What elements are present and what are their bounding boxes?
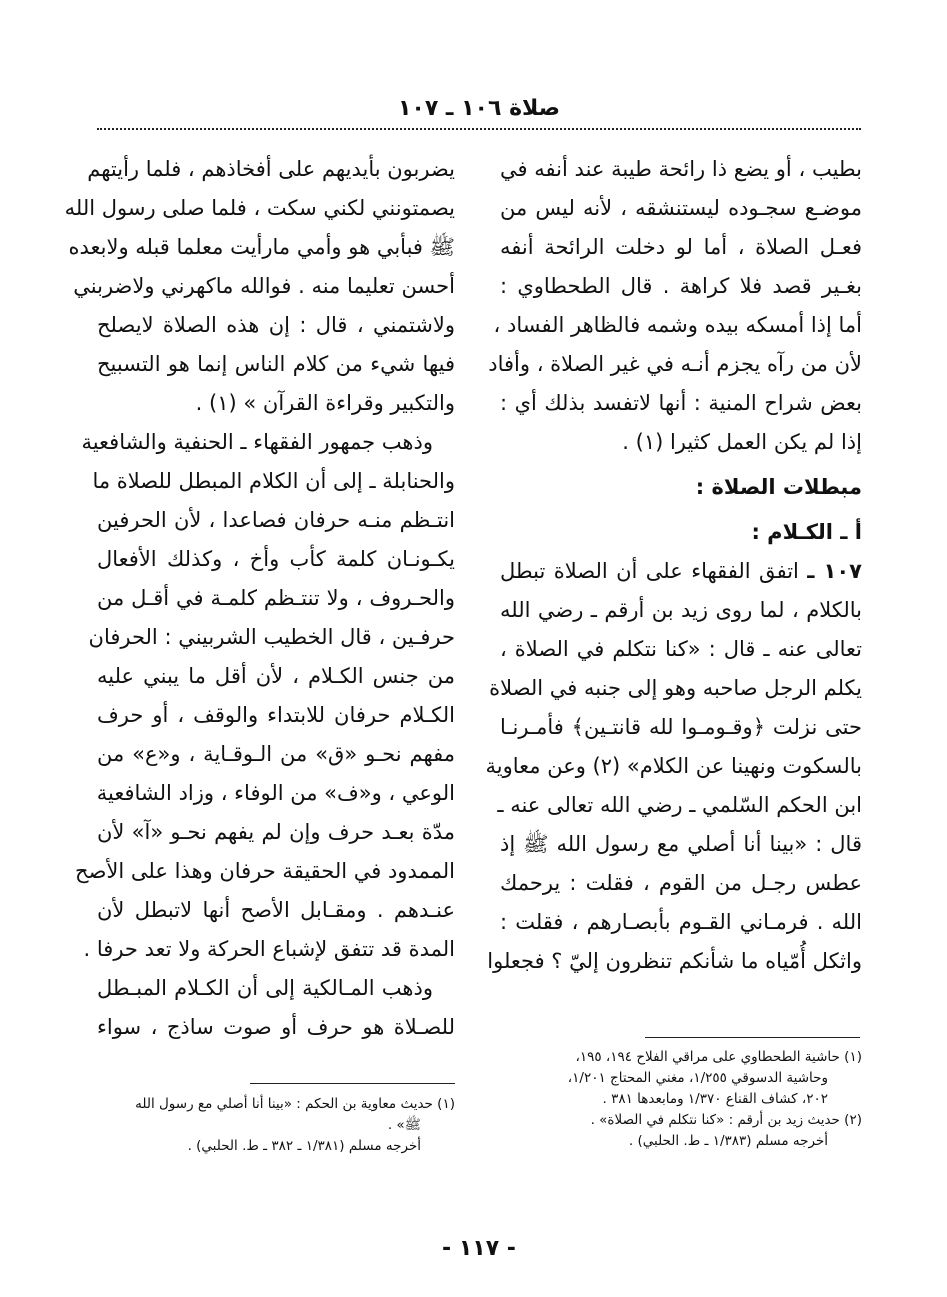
paragraph xyxy=(488,150,862,462)
footnote xyxy=(500,1047,862,1110)
paragraph xyxy=(97,969,455,1047)
text-line: أما إذا أمسكه بيده وشمه فالظاهر الفساد ، xyxy=(493,313,862,337)
text-line: عطس رجـل من القوم ، فقلت : يرحمك xyxy=(500,871,862,895)
text-line: بطيب ، أو يضع ذا رائحة طيبة عند أنفه في xyxy=(500,157,862,181)
text-line: ﷺ فبأبي هو وأمي مارأيت معلما قبله ولابعده xyxy=(68,235,455,259)
page-number: - ١١٧ - xyxy=(442,1236,516,1261)
text-line: بعض شراح المنية : أنها لاتفسد بذلك أي : xyxy=(500,391,862,415)
text-line: أحسن تعليما منه . فوالله ماكهرني ولاضربني xyxy=(73,274,455,298)
footnote xyxy=(500,1110,862,1152)
text-line: واثكل أُمّياه ما شأنكم تنظرون إليّ ؟ فجعلوا xyxy=(487,949,862,973)
text-line: بغـير قصد فلا كراهة . قال الطحطاوي : xyxy=(500,274,862,298)
footnote-rule-left xyxy=(250,1083,455,1084)
text-line-content: اتفق الفقهاء على أن الصلاة تبطل xyxy=(500,559,808,583)
text-line: حتى نزلت ﴿وقـومـوا لله قانتـين﴾ فأمـرنـا xyxy=(500,715,862,739)
left-text-column xyxy=(64,150,455,1047)
footnote xyxy=(97,1094,455,1157)
text-line: والحنابلة ـ إلى أن الكلام المبطل للصلاة ما xyxy=(92,469,455,493)
text-line: وذهب جمهور الفقهاء ـ الحنفية والشافعية xyxy=(81,430,433,454)
text-line: قال : «بينا أنا أصلي مع رسول الله ﷺ إذ xyxy=(500,832,862,856)
text-line: تعالى عنه ـ قال : «كنا نتكلم في الصلاة ، xyxy=(500,637,862,661)
footnote-line: وحاشية الدسوقي ١/٢٥٥، مغني المحتاج ١/٢٠١، xyxy=(567,1070,828,1086)
text-line: والتكبير وقراءة القرآن » (١) . xyxy=(195,391,455,415)
text-line: عنـدهم . ومقـابل الأصح أنها لاتبطل لأن xyxy=(97,898,455,922)
paragraph-number: ١٠٧ ـ xyxy=(807,559,862,583)
text-line: الله . فرمـاني القـوم بأبصـارهم ، فقلت : xyxy=(500,910,862,934)
text-line xyxy=(500,552,862,591)
text-line: يكلم الرجل صاحبه وهو إلى جنبه في الصلاة xyxy=(489,676,862,700)
text-line: فعـل الصلاة ، أما لو دخلت الرائحة أنفه xyxy=(500,235,862,259)
paragraph xyxy=(75,423,455,969)
text-line: الوعي ، و«ف» من الوفاء ، وزاد الشافعية xyxy=(96,781,455,805)
right-text-column xyxy=(485,150,862,981)
text-line: من جنس الكـلام ، لأن أقل ما يبني عليه xyxy=(97,664,455,688)
header-dotted-divider xyxy=(97,128,861,130)
text-line: المدة قد تتفق لإشباع الحركة ولا تعد حرفا . xyxy=(83,937,455,961)
section-heading xyxy=(500,513,862,552)
text-line: يضربون بأيديهم على أفخاذهم ، فلما رأيتهم xyxy=(87,157,455,181)
running-header: صلاة ١٠٦ ـ ١٠٧ xyxy=(397,96,561,121)
text-line: حرفـين ، قال الخطيب الشربيني : الحرفان xyxy=(88,625,455,649)
text-line: للصـلاة هو حرف أو صوت ساذج ، سواء xyxy=(97,1015,455,1039)
text-line: أ ـ الكـلام : xyxy=(751,520,862,544)
text-line: يصمتونني لكني سكت ، فلما صلى رسول الله xyxy=(64,196,455,220)
text-line: لأن من رآه يجزم أنـه في غير الصلاة ، وأفاد xyxy=(488,352,862,376)
text-line: ابن الحكم السّلمي ـ رضي الله تعالى عنه ـ xyxy=(497,793,862,817)
footnote-line: ٢٠٢، كشاف القناع ١/٣٧٠ ومابعدها ٣٨١ . xyxy=(602,1091,828,1107)
text-line: فيها شيء من كلام الناس إنما هو التسبيح xyxy=(97,352,455,376)
footnote-line: (٢) حديث زيد بن أرقم : «كنا نتكلم في الصلاة» . xyxy=(590,1112,862,1128)
footnote-line: أخرجه مسلم (١/٣٨٣ ـ ط. الحلبي) . xyxy=(628,1133,828,1149)
text-line: انتـظم منـه حرفان فصاعدا ، لأن الحرفين xyxy=(97,508,455,532)
footnotes-left xyxy=(97,1094,455,1157)
text-line: بالكلام ، لما روى زيد بن أرقم ـ رضي الله xyxy=(500,598,862,622)
footnote-line: ﷺ» . xyxy=(387,1117,421,1133)
text-line: يكـونـان كلمة كأب وأخ ، وكذلك الأفعال xyxy=(97,547,455,571)
text-line: مدّة بعـد حرف وإن لم يفهم نحـو «آ» لأن xyxy=(97,820,455,844)
text-line: إذا لم يكن العمل كثيرا (١) . xyxy=(622,430,862,454)
paragraph xyxy=(64,150,455,423)
text-line: الكـلام حرفان للابتداء والوقف ، أو حرف xyxy=(97,703,455,727)
footnote-rule-right xyxy=(645,1037,860,1038)
footnotes-right xyxy=(500,1047,862,1152)
text-line: مبطلات الصلاة : xyxy=(695,475,862,499)
footnote-line: (١) حاشية الطحطاوي على مراقي الفلاح ١٩٤، ١٩٥، xyxy=(575,1049,862,1065)
text-line: موضـع سجـوده ليستنشقه ، لأنه ليس من xyxy=(500,196,862,220)
text-line: وذهب المـالكية إلى أن الكـلام المبـطل xyxy=(97,976,433,1000)
footnote-line: أخرجه مسلم (١/٣٨١ ـ ٣٨٢ ـ ط. الحلبي) . xyxy=(187,1138,421,1154)
text-line: ولاشتمني ، قال : إن هذه الصلاة لايصلح xyxy=(97,313,455,337)
text-line: الممدود في الحقيقة حرفان وهذا على الأصح xyxy=(75,859,455,883)
text-line: بالسكوت ونهينا عن الكلام» (٢) وعن معاوية xyxy=(485,754,862,778)
text-line: مفهم نحـو «ق» من الـوقـاية ، و«ع» من xyxy=(97,742,455,766)
footnote-line: (١) حديث معاوية بن الحكم : «بينا أنا أصلي مع رسول الله xyxy=(135,1096,455,1112)
paragraph xyxy=(485,552,862,981)
text-line: والحـروف ، ولا تنتـظم كلمـة في أقـل من xyxy=(97,586,455,610)
section-heading xyxy=(500,468,862,507)
